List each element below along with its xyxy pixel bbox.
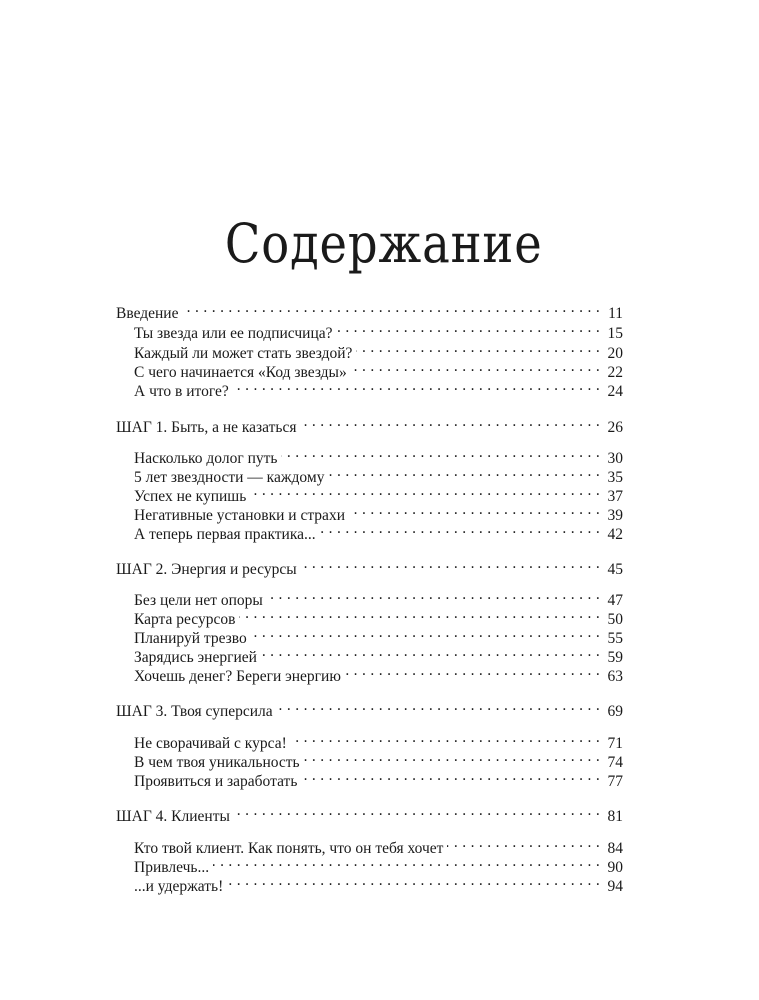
dot-leader <box>182 298 600 318</box>
toc-entry-page: 69 <box>600 702 623 722</box>
dot-leader <box>349 500 600 520</box>
toc-entry-page: 63 <box>600 667 623 687</box>
dot-leader <box>261 642 600 662</box>
toc-entry[interactable] <box>134 318 623 342</box>
toc-entry-page: 84 <box>600 839 623 859</box>
toc-entry-page: 59 <box>600 648 623 668</box>
dot-leader <box>234 801 600 821</box>
toc-entry[interactable] <box>134 443 623 467</box>
dot-leader <box>281 443 600 463</box>
toc-entry-label: Привлечь... <box>134 858 213 878</box>
dot-leader <box>239 604 600 624</box>
toc-entry-label: Без цели нет опоры <box>134 591 267 611</box>
toc-entry-label: Успех не купишь <box>134 487 250 507</box>
toc-entry-page: 37 <box>600 487 623 507</box>
toc-entry-page: 26 <box>600 418 623 438</box>
dot-leader <box>301 412 600 432</box>
dot-leader <box>251 623 600 643</box>
toc-entry-label: Каждый ли может стать звездой? <box>134 344 356 364</box>
toc-entry-label: Введение <box>116 304 182 324</box>
toc-entry-label: ШАГ 2. Энергия и ресурсы <box>116 560 301 580</box>
toc-entry-label: А теперь первая практика... <box>134 525 320 545</box>
toc-entry-page: 90 <box>600 858 623 878</box>
toc-entry[interactable] <box>116 298 623 322</box>
toc-entry-page: 35 <box>600 468 623 488</box>
toc-entry-label: 5 лет звездности — каждому <box>134 468 328 488</box>
toc-entry-page: 39 <box>600 506 623 526</box>
dot-leader <box>328 462 600 482</box>
toc-section-entry[interactable] <box>116 696 623 720</box>
toc-entry-page: 71 <box>600 734 623 754</box>
dot-leader <box>277 696 600 716</box>
toc-entry-label: Насколько долог путь <box>134 449 281 469</box>
toc-entry-label: ШАГ 4. Клиенты <box>116 807 234 827</box>
toc-entry-label: Проявиться и заработать <box>134 772 301 792</box>
dot-leader <box>304 747 600 767</box>
toc-section-entry[interactable] <box>116 554 623 578</box>
toc-entry-page: 81 <box>600 807 623 827</box>
toc-entry-page: 94 <box>600 877 623 897</box>
dot-leader <box>356 338 600 358</box>
toc-entry-page: 20 <box>600 344 623 364</box>
toc-entry-label: Негативные установки и страхи <box>134 506 349 526</box>
toc-entry-page: 55 <box>600 629 623 649</box>
toc-entry-label: С чего начинается «Код звезды» <box>134 363 351 383</box>
toc-entry[interactable] <box>134 833 623 857</box>
toc-entry-label: ШАГ 1. Быть, а не казаться <box>116 418 301 438</box>
dot-leader <box>320 519 600 539</box>
dot-leader <box>267 585 600 605</box>
toc-entry-label: Кто твой клиент. Как понять, что он тебя хочет <box>134 839 447 859</box>
toc-entry-page: 50 <box>600 610 623 630</box>
dot-leader <box>301 766 600 786</box>
toc-entry[interactable] <box>134 585 623 609</box>
dot-leader <box>227 871 600 891</box>
toc-section-entry[interactable] <box>116 801 623 825</box>
toc-entry-label: ...и удержать! <box>134 877 227 897</box>
toc-entry-label: Зарядись энергией <box>134 648 261 668</box>
toc-entry-label: Хочешь денег? Береги энергию <box>134 667 345 687</box>
toc-entry-page: 22 <box>600 363 623 383</box>
dot-leader <box>291 728 600 748</box>
dot-leader <box>337 318 600 338</box>
page-title: Содержание <box>224 212 543 275</box>
toc-entry-page: 45 <box>600 560 623 580</box>
toc-entry-page: 11 <box>600 304 623 324</box>
toc-entry-label: Ты звезда или ее подписчица? <box>134 324 337 344</box>
toc-entry-label: Карта ресурсов <box>134 610 239 630</box>
dot-leader <box>345 661 600 681</box>
toc-entry[interactable] <box>134 728 623 752</box>
toc-entry-page: 42 <box>600 525 623 545</box>
toc-entry-page: 15 <box>600 324 623 344</box>
dot-leader <box>301 554 600 574</box>
toc-entry-label: В чем твоя уникальность <box>134 753 304 773</box>
toc-entry-page: 77 <box>600 772 623 792</box>
toc-entry-label: А что в итоге? <box>134 382 233 402</box>
toc-entry-label: ШАГ 3. Твоя суперсила <box>116 702 277 722</box>
dot-leader <box>351 357 600 377</box>
toc-entry-page: 74 <box>600 753 623 773</box>
toc-entry-label: Не сворачивай с курса! <box>134 734 291 754</box>
toc-entry-page: 30 <box>600 449 623 469</box>
toc-entry-page: 47 <box>600 591 623 611</box>
toc-section-entry[interactable] <box>116 412 623 436</box>
dot-leader <box>447 833 600 853</box>
toc-entry-page: 24 <box>600 382 623 402</box>
toc-entry-label: Планируй трезво <box>134 629 251 649</box>
